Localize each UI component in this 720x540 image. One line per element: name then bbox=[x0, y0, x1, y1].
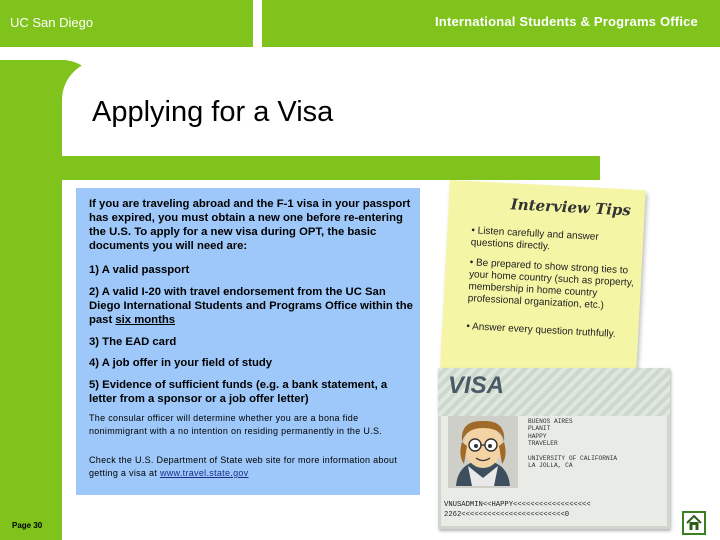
home-button[interactable] bbox=[682, 511, 706, 535]
visa-info-text: BUENOS AIRES PLANIT HAPPY TRAVELER UNIVERSITY OF CALIFORNIA LA JOLLA, CA bbox=[528, 418, 618, 470]
university-name: UC San Diego bbox=[10, 15, 94, 30]
state-dept-note-text: Check the U.S. Department of State web site for more information about getting a visa at bbox=[89, 455, 398, 478]
visa-machine-readable-zone bbox=[444, 500, 666, 520]
visa-mrz-line1: VNUSADMIN<<HAPPY<<<<<<<<<<<<<<<<<< bbox=[444, 501, 591, 509]
requirement-job-offer: 4) A job offer in your field of study bbox=[89, 357, 273, 369]
tip-listen: • Listen carefully and answer questions directly. bbox=[470, 225, 599, 253]
interview-tips-note bbox=[440, 180, 646, 380]
slide-title: Applying for a Visa bbox=[92, 96, 334, 128]
intro-text: If you are traveling abroad and the F-1 visa in your passport has expired, you must obtain a new one before re-entering the U.S. To apply for a new visa during OPT, the basic documents you will need are: bbox=[89, 198, 411, 252]
visa-photo bbox=[448, 416, 518, 488]
interview-tips-title: Interview Tips bbox=[510, 195, 632, 220]
cartoon-face-icon bbox=[448, 416, 518, 488]
visa-label: VISA bbox=[448, 372, 505, 399]
requirement-ead: 3) The EAD card bbox=[89, 336, 177, 348]
tip-truthful: • Answer every question truthfully. bbox=[466, 321, 616, 340]
requirement-i20-text: 2) A valid I-20 with travel endorsement from the UC San Diego International Students and Programs Office within the past bbox=[89, 286, 413, 326]
six-months-emphasis: six months bbox=[115, 314, 176, 326]
office-name: International Students & Programs Office bbox=[435, 14, 698, 29]
state-dept-note bbox=[89, 454, 417, 480]
page-number: Page 30 bbox=[12, 521, 43, 530]
requirement-i20 bbox=[89, 285, 417, 327]
home-icon bbox=[684, 513, 704, 533]
visa-mrz-line2: 2262<<<<<<<<<<<<<<<<<<<<<<<<0 bbox=[444, 511, 570, 519]
tip-ties: • Be prepared to show strong ties to your home country (such as property, membership in home country professional organization, etc.) bbox=[467, 257, 635, 312]
requirement-passport: 1) A valid passport bbox=[89, 264, 190, 276]
title-divider-bar bbox=[62, 156, 600, 180]
requirement-funds: 5) Evidence of sufficient funds (e.g. a bank statement, a letter from a sponsor or a job offer letter) bbox=[89, 379, 388, 405]
consular-note: The consular officer will determine whether you are a bona fide nonimmigrant with a no intention on residing permanently in the U.S. bbox=[89, 413, 383, 436]
travel-state-link[interactable]: www.travel.state.gov bbox=[159, 468, 249, 478]
